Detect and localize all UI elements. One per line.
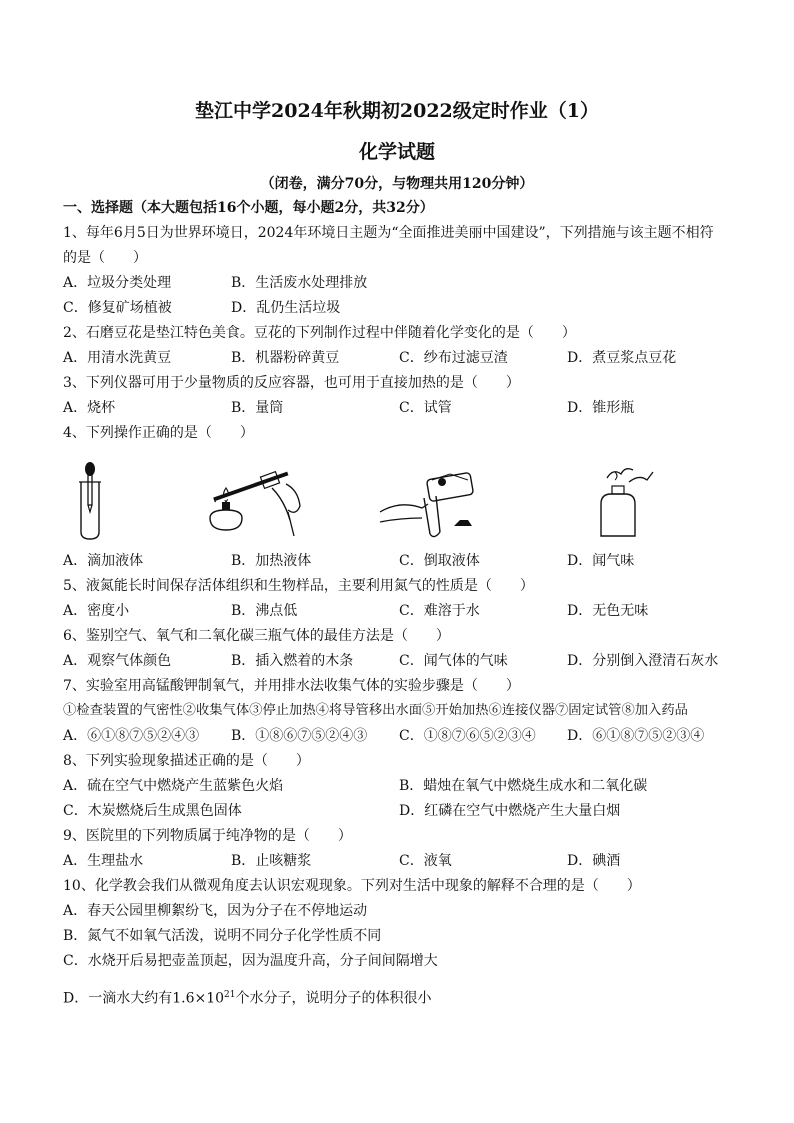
q7-option-c: C．①⑧⑦⑥⑤②③④: [399, 728, 536, 744]
q10-option-d-suffix: 个水分子，说明分子的体积很小: [235, 990, 432, 1007]
q9-option-a: A．生理盐水: [63, 853, 144, 869]
q9-stem: 9、医院里的下列物质属于纯净物的是（ ）: [63, 828, 352, 844]
q10-option-d-exponent: 21: [224, 990, 236, 1000]
q3-option-a: A．烧杯: [63, 400, 116, 416]
q3-option-c: C．试管: [399, 400, 452, 416]
q9-option-d: D．碘酒: [567, 853, 621, 869]
q5-option-b: B．沸点低: [231, 603, 298, 619]
section-heading: 一、选择题（本大题包括16个小题，每小题2分，共32分）: [63, 200, 434, 216]
q10-option-d: [63, 985, 432, 1009]
q6-option-b: B．插入燃着的木条: [231, 653, 354, 669]
q1-option-b: B．生活废水处理排放: [231, 275, 368, 291]
q9-option-c: C．液氧: [399, 853, 452, 869]
q6-stem: 6、鉴别空气、氧气和二氧化碳三瓶气体的最佳方法是（ ）: [63, 628, 450, 644]
q6-option-a: A．观察气体颜色: [63, 653, 172, 669]
exam-note: （闭卷，满分70分，与物理共用120分钟）: [260, 176, 534, 192]
q10-option-d-prefix: D．一滴水大约有1.6×10: [63, 990, 225, 1007]
q5-stem: 5、液氮能长时间保存活体组织和生物样品，主要利用氮气的性质是（ ）: [63, 578, 534, 594]
q7-steps: ①检查装置的气密性②收集气体③停止加热④将导管移出水面⑤开始加热⑥连接仪器⑦固定试管⑧加入药品: [63, 703, 688, 718]
q9-option-b: B．止咳糖浆: [231, 853, 312, 869]
q1-option-d: D．乱仍生活垃圾: [231, 300, 341, 316]
q6-option-c: C．闻气体的气味: [399, 653, 508, 669]
q4-stem: 4、下列操作正确的是（ ）: [63, 425, 254, 441]
q5-option-d: D．无色无味: [567, 603, 649, 619]
q10-option-b: B．氮气不如氧气活泼，说明不同分子化学性质不同: [63, 928, 382, 944]
q2-option-a: A．用清水洗黄豆: [63, 350, 172, 366]
q8-option-b: B．蜡烛在氧气中燃烧生成水和二氧化碳: [399, 778, 648, 794]
q7-option-d: D．⑥①⑧⑦⑤②③④: [567, 728, 705, 744]
q3-stem: 3、下列仪器可用于少量物质的反应容器，也可用于直接加热的是（ ）: [63, 375, 520, 391]
q3-option-b: B．量筒: [231, 400, 284, 416]
q8-stem: 8、下列实验现象描述正确的是（ ）: [63, 753, 310, 769]
q3-option-d: D．锥形瓶: [567, 400, 635, 416]
q10-option-c: C．水烧开后易把壶盖顶起，因为温度升高，分子间间隔增大: [63, 953, 438, 969]
q6-option-d: D．分别倒入澄清石灰水: [567, 653, 719, 669]
q5-option-c: C．难溶于水: [399, 603, 480, 619]
q8-option-d: D．红磷在空气中燃烧产生大量白烟: [399, 803, 621, 819]
q1-option-a: A．垃圾分类处理: [63, 275, 172, 291]
smelling-gas-illustration: [585, 460, 665, 540]
q4-option-a: A．滴加液体: [63, 553, 144, 569]
q2-stem: 2、石磨豆花是垫江特色美食。豆花的下列制作过程中伴随着化学变化的是（ ）: [63, 325, 576, 341]
q8-option-a: A．硫在空气中燃烧产生蓝紫色火焰: [63, 778, 284, 794]
q4-option-b: B．加热液体: [231, 553, 312, 569]
q2-option-b: B．机器粉碎黄豆: [231, 350, 340, 366]
heating-liquid-illustration: [202, 460, 312, 540]
q8-option-c: C．木炭燃烧后生成黑色固体: [63, 803, 242, 819]
q4-option-d: D．闻气味: [567, 553, 635, 569]
q5-option-a: A．密度小: [63, 603, 130, 619]
q7-option-b: B．①⑧⑥⑦⑤②④③: [231, 728, 368, 744]
q10-option-a: A．春天公园里柳絮纷飞，因为分子在不停地运动: [63, 903, 368, 919]
q7-stem: 7、实验室用高锰酸钾制氧气，并用排水法收集气体的实验步骤是（ ）: [63, 678, 520, 694]
q1-stem-line1: 1、每年6月5日为世界环境日，2024年环境日主题为“全面推进美丽中国建设”，下列措施与该主题不相符: [63, 225, 714, 241]
q2-option-d: D．煮豆浆点豆花: [567, 350, 677, 366]
q4-option-c: C．倒取液体: [399, 553, 480, 569]
q1-option-c: C．修复矿场植被: [63, 300, 172, 316]
q1-stem-line2: 的是（ ）: [63, 250, 147, 266]
exam-subtitle: 化学试题: [358, 141, 435, 163]
q10-stem: 10、化学教会我们从微观角度去认识宏观现象。下列对生活中现象的解释不合理的是（ ）: [63, 878, 641, 894]
q2-option-c: C．纱布过滤豆渣: [399, 350, 508, 366]
pouring-liquid-illustration: [376, 460, 496, 540]
q7-option-a: A．⑥①⑧⑦⑤②④③: [63, 728, 200, 744]
dropper-illustration: [70, 460, 110, 540]
exam-title: 垫江中学2024年秋期初2022级定时作业（1）: [195, 100, 599, 122]
